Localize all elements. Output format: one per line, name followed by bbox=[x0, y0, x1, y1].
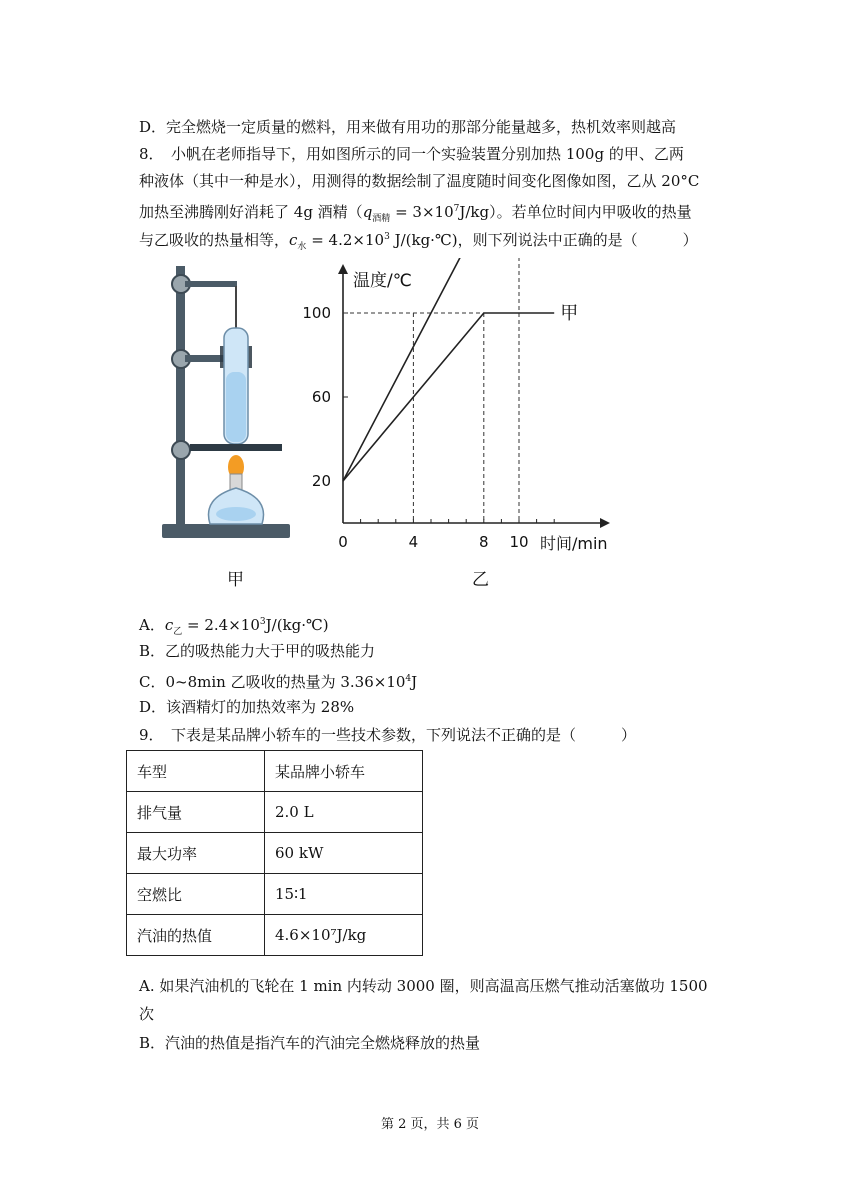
stand-rod bbox=[176, 266, 185, 528]
clamp-knob-ring bbox=[172, 441, 190, 459]
car-spec-table bbox=[126, 750, 423, 956]
lamp-liquid bbox=[216, 507, 256, 521]
table-row bbox=[127, 751, 423, 792]
q9-option-b: B．汽油的热值是指汽车的汽油完全燃烧释放的热量 bbox=[139, 1034, 481, 1052]
page-footer: 第 2 页，共 6 页 bbox=[380, 1117, 480, 1132]
y-tick-label: 100 bbox=[302, 304, 331, 322]
table-cell: 15∶1 bbox=[265, 874, 423, 915]
figure-label-a: 甲 bbox=[227, 570, 244, 590]
series-label: 甲 bbox=[560, 303, 579, 324]
q8-line-2: 种液体（其中一种是水），用测得的数据绘制了温度随时间变化图像如图，乙从 20°C bbox=[139, 172, 700, 190]
q8-option-a: A．$c_乙$ = $2.4\times 10^3J/(kg\cdot℃)$ bbox=[139, 616, 329, 637]
table-row bbox=[127, 792, 423, 833]
q8-line-1: 8． 小帆在老师指导下，用如图所示的同一个实验装置分别加热 100g 的甲、乙两 bbox=[139, 145, 684, 163]
option-d-previous: D．完全燃烧一定质量的燃料，用来做有用功的那部分能量越多，热机效率则越高 bbox=[139, 118, 677, 136]
q8-option-b: B．乙的吸热能力大于甲的吸热能力 bbox=[139, 642, 376, 660]
table-cell: 2.0 L bbox=[265, 792, 423, 833]
x-axis-label: 时间/min bbox=[540, 534, 608, 553]
q9-option-a-line-1: A. 如果汽油机的飞轮在 1 min 内转动 3000 圈，则高温高压燃气推动活塞做功 1500 bbox=[139, 977, 708, 995]
table-cell: 空燃比 bbox=[127, 874, 265, 915]
wire-gauze bbox=[190, 444, 282, 451]
y-tick-label: 20 bbox=[311, 472, 331, 490]
q8-option-c: C．0~8min 乙吸收的热量为 $3.36\times 10^4J$ bbox=[139, 673, 418, 691]
x-tick-label: 8 bbox=[479, 533, 489, 551]
table-cell: 最大功率 bbox=[127, 833, 265, 874]
q9-option-a-line-2: 次 bbox=[139, 1005, 155, 1023]
apparatus-figure bbox=[150, 262, 300, 547]
x-axis-arrow bbox=[600, 518, 610, 528]
y-tick-label: 60 bbox=[311, 388, 331, 406]
table-cell: 排气量 bbox=[127, 792, 265, 833]
clamp-arm-top bbox=[185, 281, 237, 287]
y-axis-label: 温度/℃ bbox=[353, 271, 412, 291]
table-cell: 车型 bbox=[127, 751, 265, 792]
q9-stem: 9． 下表是某品牌小轿车的一些技术参数，下列说法不正确的是（ ） bbox=[139, 726, 637, 744]
figure-label-b: 乙 bbox=[472, 570, 489, 590]
liquid bbox=[226, 372, 246, 442]
x-tick-label: 10 bbox=[509, 533, 529, 551]
series-line bbox=[343, 258, 554, 481]
table-cell: 60 kW bbox=[265, 833, 423, 874]
q8-line-3: 加热至沸腾刚好消耗了 4g 酒精$(q_{酒精} = 3\times 10^7J/kg)$。若单位时间内甲吸收的热量 bbox=[139, 203, 692, 224]
x-tick-label: 4 bbox=[408, 533, 419, 551]
table-row bbox=[127, 915, 423, 956]
q8-option-d: D．该酒精灯的加热效率为 28% bbox=[139, 698, 355, 716]
table-cell: 某品牌小轿车 bbox=[265, 751, 423, 792]
series-line bbox=[343, 313, 554, 481]
q8-line-4: 与乙吸收的热量相等，$c_水 = 4.2\times 10^3$ J/(kg·℃)，则下列说法中正确的是（ ） bbox=[139, 231, 698, 252]
y-axis-arrow bbox=[338, 264, 348, 274]
x-tick-label: 0 bbox=[338, 533, 348, 551]
table-row bbox=[127, 833, 423, 874]
table-cell: 汽油的热值 bbox=[127, 915, 265, 956]
table-row bbox=[127, 874, 423, 915]
table-cell: 4.6×10⁷J/kg bbox=[265, 915, 423, 956]
temperature-time-chart bbox=[290, 258, 630, 558]
